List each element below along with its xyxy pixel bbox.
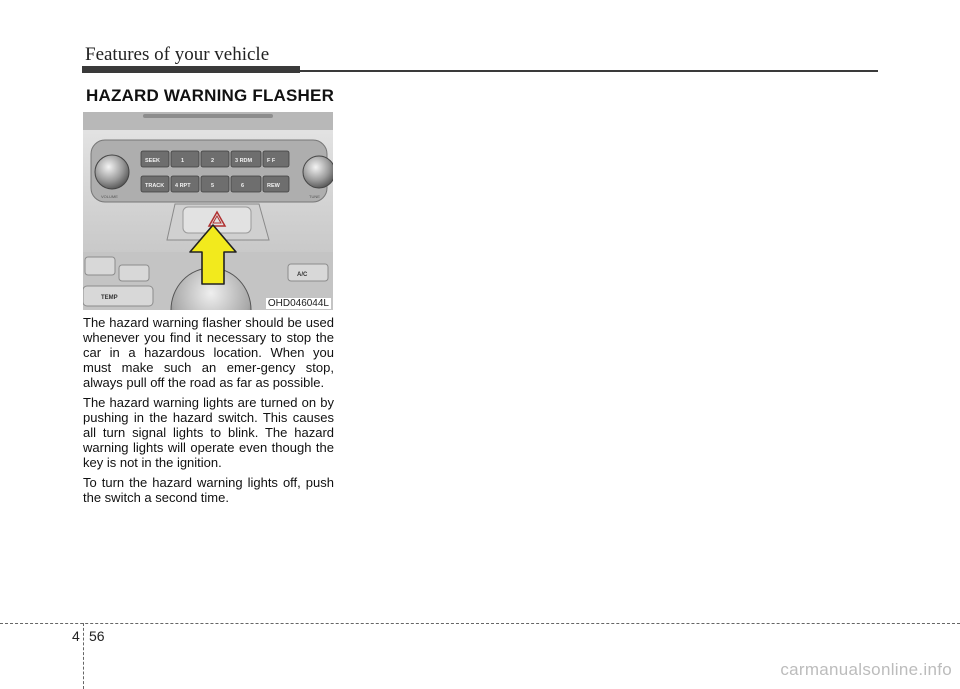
label-4: 4 RPT	[175, 183, 191, 189]
chapter-number: 4	[72, 628, 80, 644]
label-1: 1	[181, 158, 185, 164]
page-number: 56	[89, 628, 105, 644]
paragraph-2: The hazard warning lights are turned on by pushing in the hazard switch. This causes all turn signal lights to blink. The hazard warning lights will operate even though the key is not in the ignition.	[83, 395, 334, 470]
watermark: carmanualsonline.info	[780, 660, 952, 679]
dashboard-illustration	[83, 112, 333, 310]
header-bar-thin	[82, 70, 878, 72]
label-tune: TUNE	[309, 194, 320, 199]
label-3: 3 RDM	[235, 158, 253, 164]
footer-rule	[0, 623, 960, 624]
section-heading: HAZARD WARNING FLASHER	[86, 86, 335, 105]
ac-button	[288, 264, 328, 281]
label-track: TRACK	[145, 183, 165, 189]
temp-button	[83, 286, 153, 306]
label-volume: VOLUME	[101, 194, 118, 199]
defrost-button	[119, 265, 149, 281]
label-temp: TEMP	[101, 295, 118, 301]
paragraph-3: To turn the hazard warning lights off, push the switch a second time.	[83, 475, 334, 505]
hazard-switch-figure	[83, 112, 333, 310]
label-2: 2	[211, 158, 215, 164]
label-ac: A/C	[297, 272, 308, 278]
tune-knob	[303, 156, 333, 188]
label-seek: SEEK	[145, 158, 160, 164]
image-code: OHD046044L	[267, 298, 329, 309]
label-rew: REW	[267, 183, 280, 189]
label-ff: F F	[267, 158, 276, 164]
footer-vertical-rule	[83, 623, 84, 689]
label-6: 6	[241, 183, 245, 189]
label-5: 5	[211, 183, 215, 189]
volume-knob	[95, 155, 129, 189]
paragraph-1: The hazard warning flasher should be used whenever you find it necessary to stop the car in a hazardous location. When you must make such an emer-gency stop, always pull off the road as far as possible.	[83, 315, 334, 390]
header-title: Features of your vehicle	[85, 44, 270, 65]
cd-slot	[143, 114, 273, 118]
body-text	[83, 315, 334, 510]
